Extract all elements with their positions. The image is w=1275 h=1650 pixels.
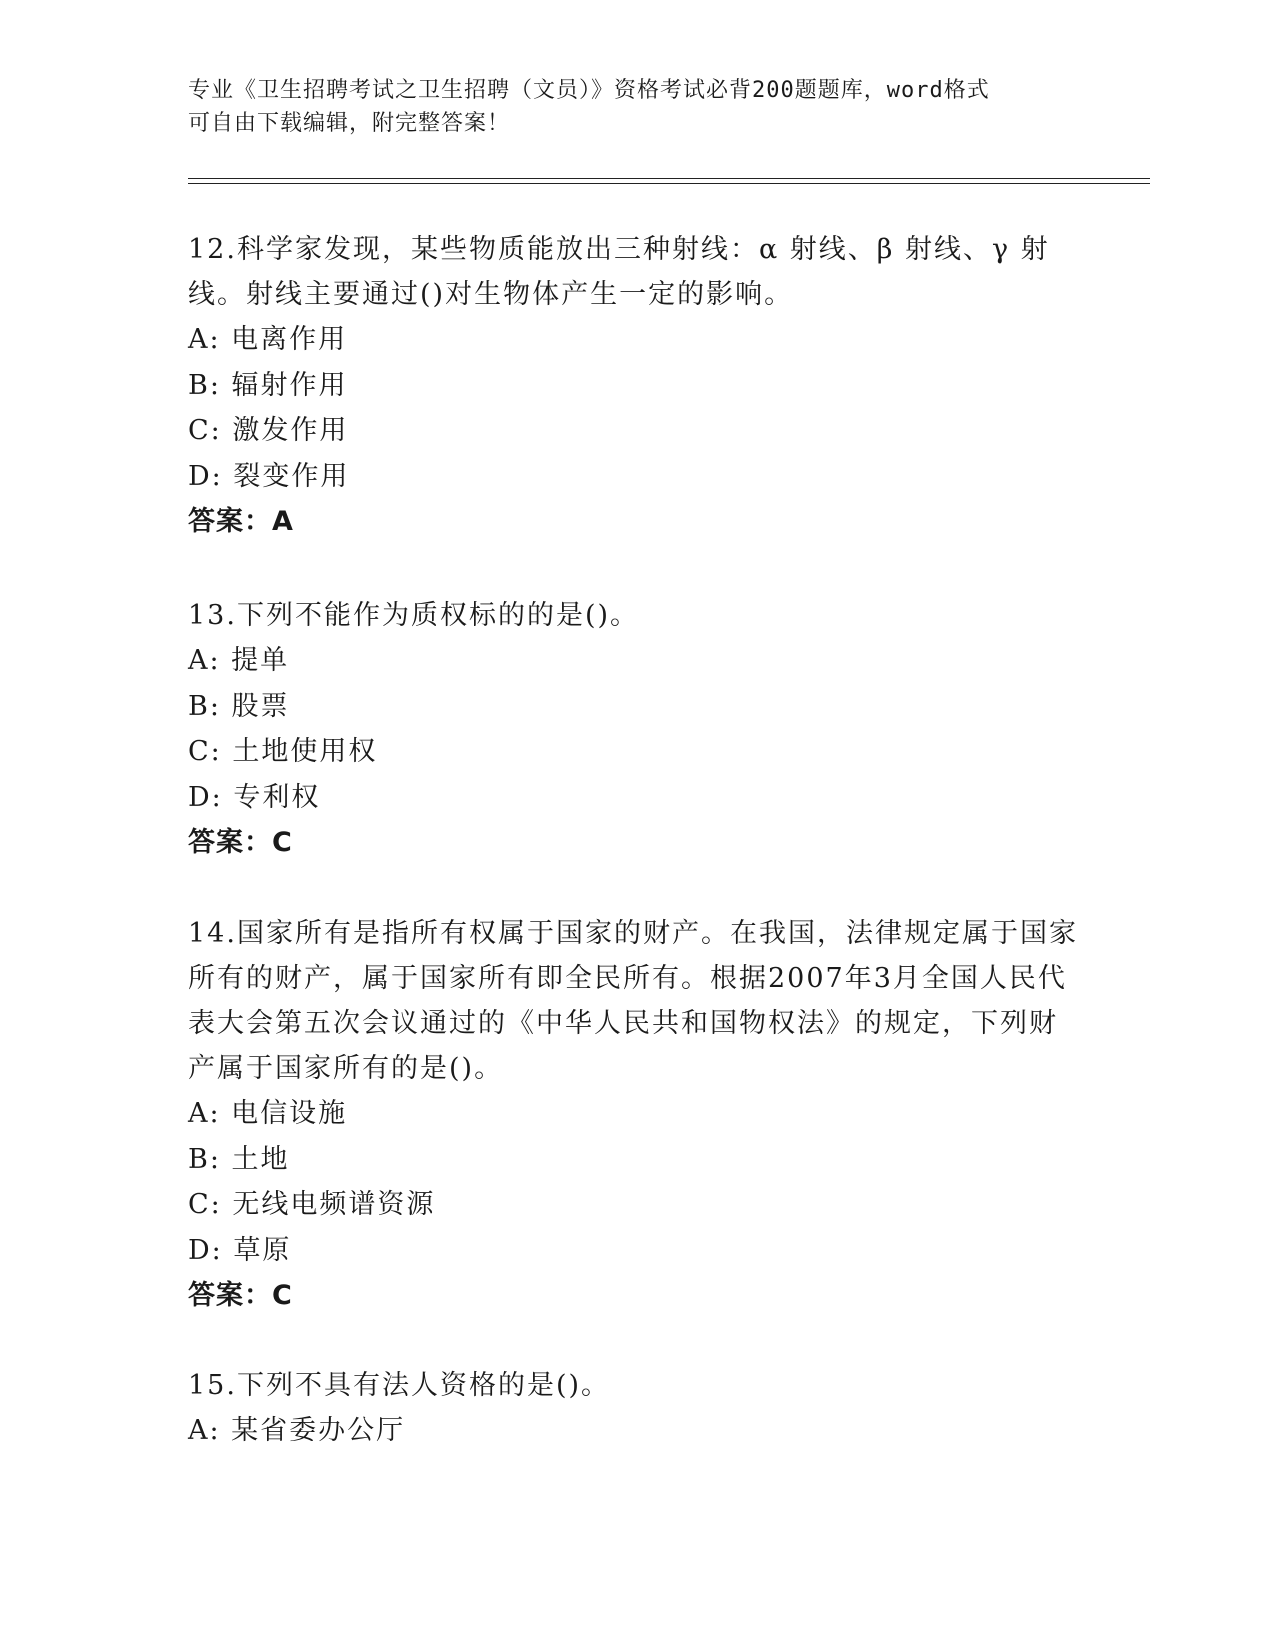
option-b: B: 土地: [188, 1143, 290, 1175]
question-stem-line: 12.科学家发现，某些物质能放出三种射线：α 射线、β 射线、γ 射: [188, 234, 1050, 265]
question-13: [188, 593, 1088, 866]
option-c: C: 激发作用: [188, 415, 349, 446]
answer-label: 答案：C: [188, 1280, 293, 1311]
header-line-1: 专业《卫生招聘考试之卫生招聘（文员）》资格考试必背200题题库，word格式: [188, 78, 990, 103]
option-d: D: 裂变作用: [188, 460, 350, 492]
header-divider-bottom: [188, 183, 1150, 184]
option-d: D: 草原: [188, 1234, 292, 1266]
question-stem-line: 产属于国家所有的是()。: [188, 1053, 504, 1084]
question-stem-line: 所有的财产，属于国家所有即全民所有。根据2007年3月全国人民代: [188, 963, 1067, 994]
document-header: [188, 74, 1068, 140]
question-15: [188, 1363, 1088, 1454]
option-d: D: 专利权: [188, 781, 321, 813]
option-a: A: 某省委办公厅: [188, 1415, 406, 1446]
question-stem-line: 15.下列不具有法人资格的是()。: [188, 1370, 611, 1401]
option-b: B: 股票: [188, 690, 290, 722]
header-divider-top: [188, 178, 1150, 179]
answer-label: 答案：C: [188, 827, 293, 858]
question-14: [188, 911, 1088, 1319]
question-stem-line: 线。射线主要通过()对生物体产生一定的影响。: [188, 279, 794, 310]
option-c: C: 土地使用权: [188, 736, 378, 767]
question-12: [188, 227, 1088, 545]
question-stem-line: 14.国家所有是指所有权属于国家的财产。在我国，法律规定属于国家: [188, 918, 1078, 949]
option-a: A: 电离作用: [188, 324, 348, 355]
option-a: A: 提单: [188, 645, 290, 676]
question-stem-line: 13.下列不能作为质权标的的是()。: [188, 600, 640, 631]
answer-label: 答案：A: [188, 506, 294, 537]
question-stem-line: 表大会第五次会议通过的《中华人民共和国物权法》的规定，下列财: [188, 1008, 1058, 1039]
option-c: C: 无线电频谱资源: [188, 1189, 436, 1220]
option-b: B: 辐射作用: [188, 369, 348, 401]
option-a: A: 电信设施: [188, 1098, 348, 1129]
header-line-2: 可自由下载编辑，附完整答案！: [188, 111, 511, 136]
